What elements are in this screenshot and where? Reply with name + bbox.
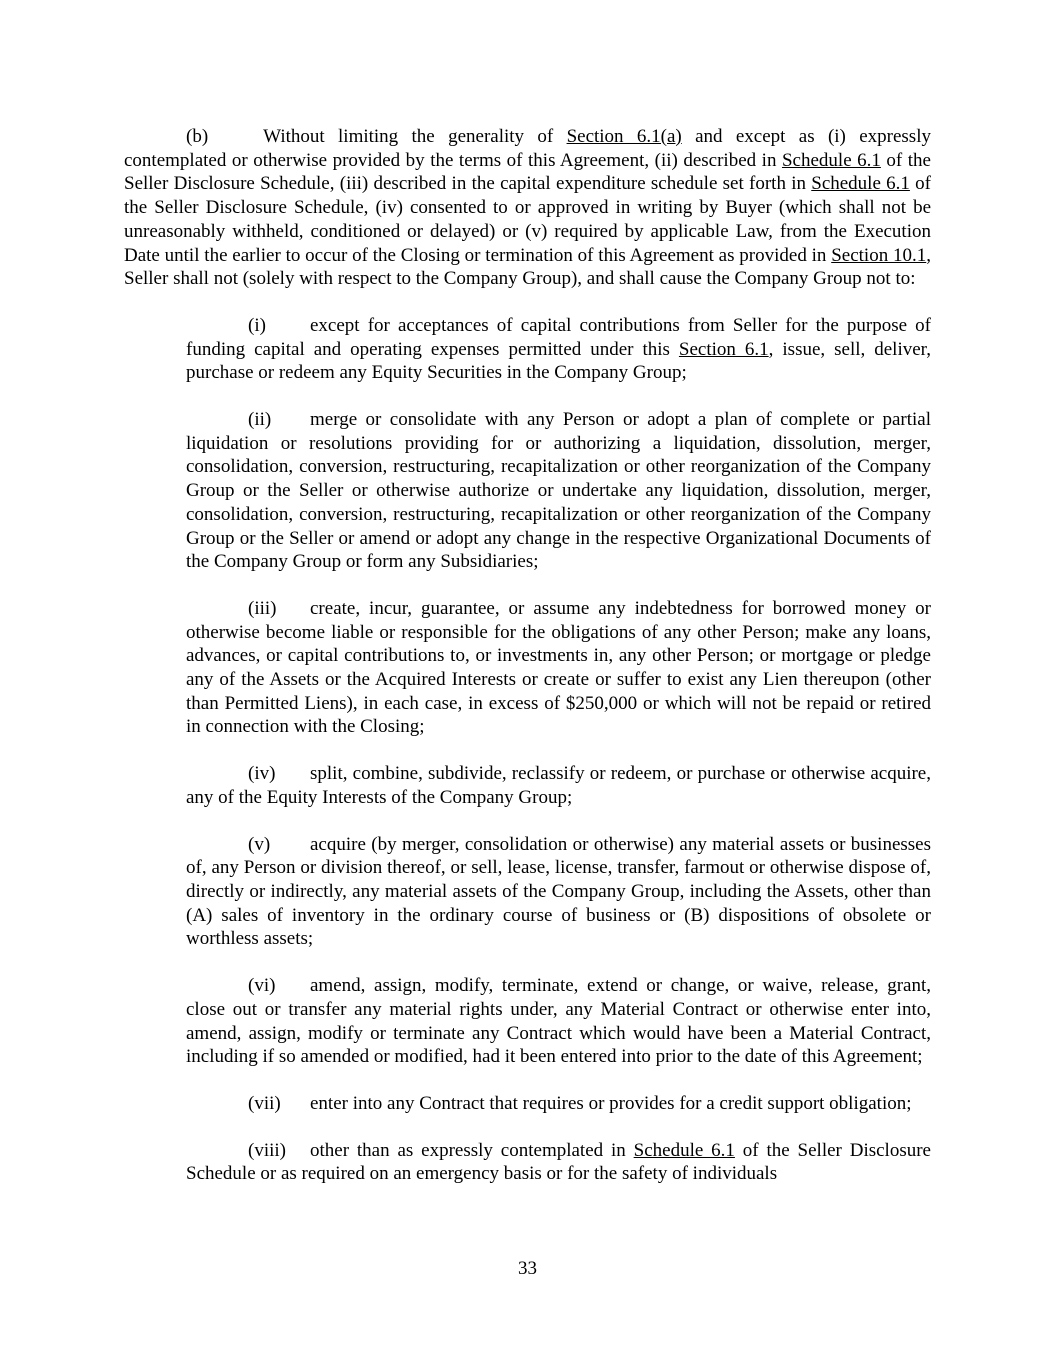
item-label: (vi) bbox=[248, 975, 276, 997]
item-text: amend, assign, modify, terminate, extend or change, or waive, release, grant, close out or transfer any material rights under, any Material Contract or otherwise enter into, amend, assign, modify or terminate any Contract which would have been a Material Contract, including if so amended or modified, had it been entered into prior to the date of this Agreement; bbox=[186, 975, 931, 1068]
item-label: (iv) bbox=[248, 763, 276, 785]
item-text: , issue, sell, deliver, purchase or redeem any Equity Securities in the Company Group; bbox=[186, 338, 931, 384]
schedule-6-1-reference: Schedule 6.1 bbox=[633, 1139, 735, 1161]
item-label: (iii) bbox=[248, 597, 277, 619]
item-text: enter into any Contract that requires or provides for a credit support obligation; bbox=[310, 1092, 912, 1114]
section-6-1-reference: Section 6.1 bbox=[678, 338, 769, 360]
paragraph-b-text-2: and except as (i) expressly contemplated or otherwise provided by the terms of this Agreement, (ii) described in bbox=[124, 126, 931, 171]
item-label: (i) bbox=[248, 314, 266, 336]
item-text: acquire (by merger, consolidation or otherwise) any material assets or businesses of, any Person or division thereof, or sell, lease, license, transfer, farmout or otherwise dispose of, directly or indirectly, any material assets of the Company Group, including the Assets, other than (A) sales of inventory in the ordinary course of business or (B) dispositions of obsolete or worthless assets; bbox=[186, 833, 931, 950]
item-label: (ii) bbox=[248, 409, 272, 431]
list-item-vi bbox=[186, 974, 931, 1069]
paragraph-b-text-1: Without limiting the generality of bbox=[250, 126, 567, 147]
list-item-viii bbox=[186, 1139, 931, 1186]
list-item-iv bbox=[186, 762, 931, 809]
list-item-ii bbox=[186, 408, 931, 574]
page-number: 33 bbox=[518, 1258, 537, 1279]
list-item-v bbox=[186, 833, 931, 952]
paragraph-b-text-3: of the Seller Disclosure Schedule, (iii) described in the capital expenditure schedule set forth in bbox=[124, 149, 931, 195]
item-text: merge or consolidate with any Person or adopt a plan of complete or partial liquidation or resolutions providing for or authorizing a liquidation, dissolution, merger, consolidation, conversion, restructuring, recapitalization or other reorganization of the Company Group or the Seller or otherwise authorize or undertake any liquidation, dissolution, merger, consolidation, conversion, restructuring, recapitalization or other reorganization of the Company Group or the Seller or amend or adopt any change in the respective Organizational Documents of the Company Group or form any Subsidiaries; bbox=[186, 409, 931, 573]
section-10-1-reference: Section 10.1 bbox=[831, 244, 927, 266]
list-item-iii bbox=[186, 597, 931, 739]
list-item-vii bbox=[186, 1092, 931, 1116]
item-label: (viii) bbox=[248, 1139, 286, 1161]
item-text: create, incur, guarantee, or assume any indebtedness for borrowed money or otherwise become liable or responsible for the obligations of any other Person; make any loans, advances, or capital contributions to, or investments in, any other Person; or mortgage or pledge any of the Assets or the Acquired Interests or create or suffer to exist any Lien thereupon (other than Permitted Liens), in each case, in excess of $250,000 or which will not be repaid or retired in connection with the Closing; bbox=[186, 597, 931, 738]
item-text: of the Seller Disclosure Schedule or as required on an emergency basis or for the safety of individuals bbox=[186, 1139, 931, 1185]
paragraph-b-text-5: , Seller shall not (solely with respect to the Company Group), and shall cause the Company Group not to: bbox=[124, 244, 931, 290]
list-item-i bbox=[186, 314, 931, 385]
schedule-6-1-reference: Schedule 6.1 bbox=[781, 149, 881, 171]
document-page bbox=[124, 125, 931, 1186]
item-label: (v) bbox=[248, 833, 271, 855]
item-text: except for acceptances of capital contributions from Seller for the purpose of funding capital and operating expenses permitted under this bbox=[186, 314, 931, 360]
item-text: other than as expressly contemplated in bbox=[310, 1139, 634, 1161]
schedule-6-1-reference: Schedule 6.1 bbox=[811, 173, 910, 195]
item-label: (vii) bbox=[248, 1092, 281, 1114]
paragraph-b bbox=[124, 125, 931, 291]
paragraph-b-label: (b) bbox=[186, 126, 209, 147]
item-text: split, combine, subdivide, reclassify or redeem, or purchase or otherwise acquire, any of the Equity Interests of the Company Group; bbox=[186, 763, 931, 808]
section-6-1-a-reference: Section 6.1(a) bbox=[566, 126, 682, 147]
paragraph-b-text-4: of the Seller Disclosure Schedule, (iv) consented to or approved in writing by Buyer (which shall not be unreasonably withheld, conditioned or delayed) or (v) required by applicable Law, from the Execution Date until the earlier to occur of the Closing or termination of this Agreement as provided in bbox=[124, 173, 931, 266]
